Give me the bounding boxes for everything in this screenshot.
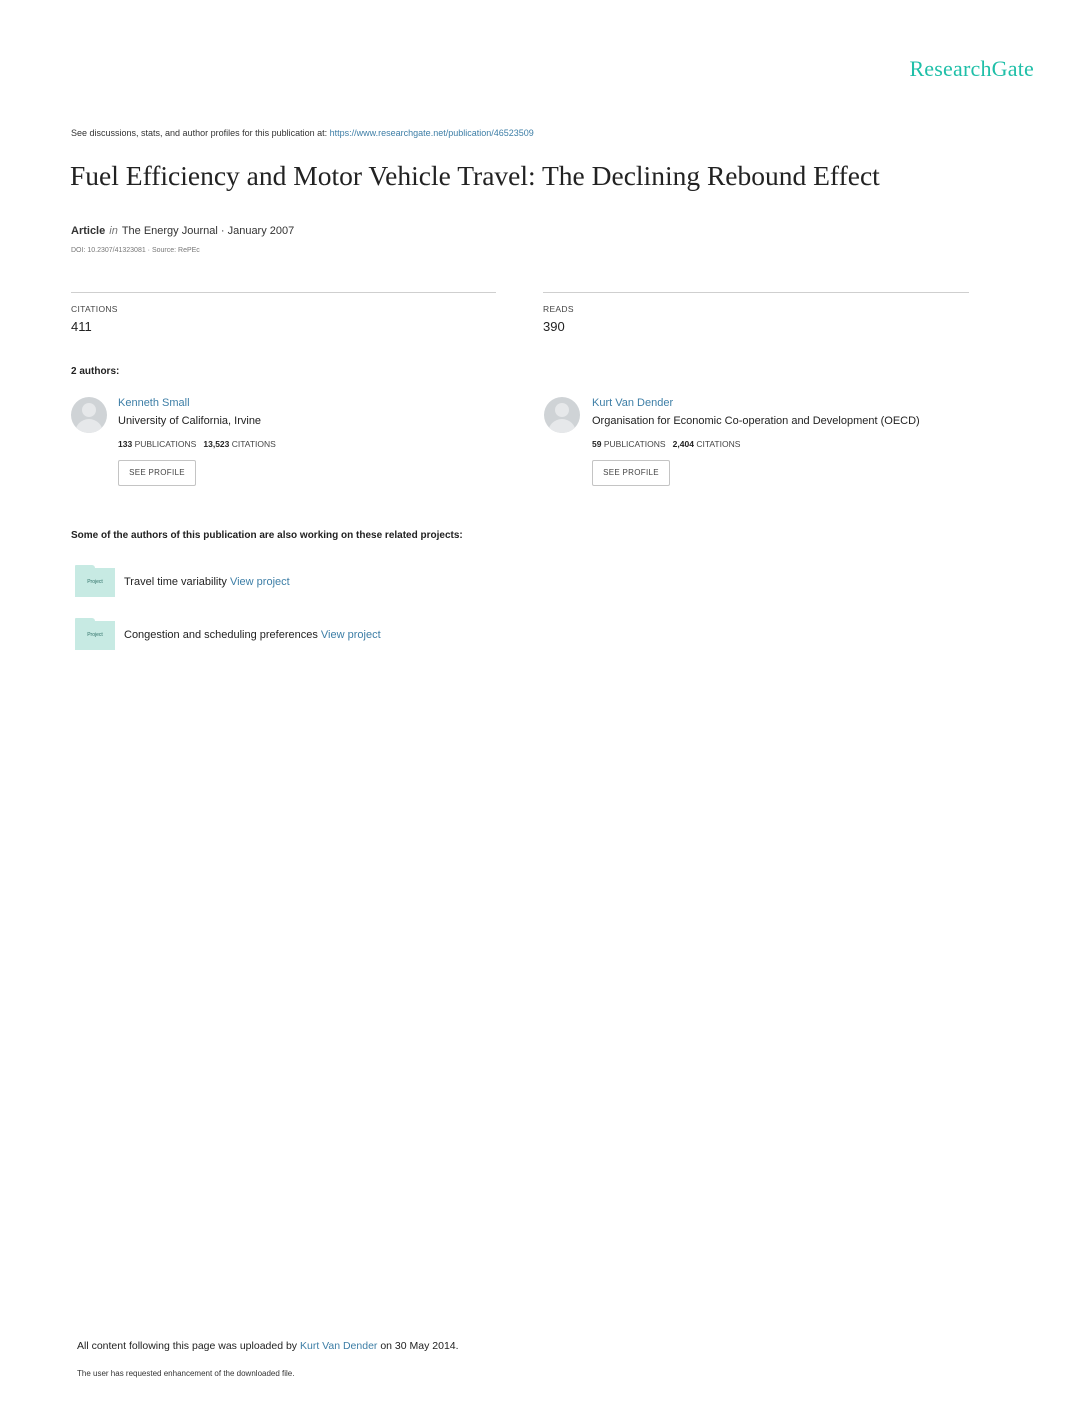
avatar-icon[interactable]	[544, 397, 580, 433]
publications-count: 133	[118, 439, 133, 449]
avatar-icon[interactable]	[71, 397, 107, 433]
project-icon-label: Project	[87, 632, 103, 638]
related-projects-heading: Some of the authors of this publication are also working on these related projects:	[71, 530, 463, 541]
in-label: in	[109, 225, 118, 237]
upload-suffix: on 30 May 2014.	[377, 1340, 459, 1352]
upload-prefix: All content following this page was uploaded by	[77, 1340, 300, 1352]
divider-left	[71, 292, 496, 293]
discussion-line	[71, 128, 534, 138]
author-stats	[118, 439, 276, 449]
see-profile-button[interactable]: SEE PROFILE	[118, 460, 196, 486]
reads-value: 390	[543, 319, 565, 334]
citations-count-label: CITATIONS	[696, 439, 741, 449]
author-stats	[592, 439, 740, 449]
publication-title: Fuel Efficiency and Motor Vehicle Travel: The Declining Rebound Effect	[70, 160, 880, 191]
publications-count: 59	[592, 439, 602, 449]
researchgate-logo[interactable]: ResearchGate	[909, 56, 1034, 81]
author-name-link[interactable]: Kurt Van Dender	[592, 397, 674, 409]
journal-date: The Energy Journal · January 2007	[121, 225, 295, 237]
authors-heading: 2 authors:	[71, 366, 120, 377]
view-project-link[interactable]: View project	[320, 629, 381, 641]
discussion-text: See discussions, stats, and author profiles for this publication at:	[71, 128, 330, 138]
citations-label: CITATIONS	[71, 304, 118, 314]
view-project-link[interactable]: View project	[229, 576, 290, 588]
publications-label: PUBLICATIONS	[603, 439, 666, 449]
uploader-link[interactable]: Kurt Van Dender	[299, 1340, 378, 1352]
project-item	[124, 629, 381, 641]
citations-count-label: CITATIONS	[231, 439, 276, 449]
publication-meta	[71, 225, 294, 237]
doi-source: DOI: 10.2307/41323081 · Source: RePEc	[71, 247, 200, 254]
citations-value: 411	[71, 319, 92, 334]
reads-label: READS	[543, 304, 574, 314]
publication-url-link[interactable]: https://www.researchgate.net/publication/46523509	[329, 128, 534, 138]
project-folder-icon	[75, 618, 115, 650]
publication-type: Article	[71, 225, 106, 237]
project-name: Congestion and scheduling preferences	[124, 629, 318, 641]
publications-label: PUBLICATIONS	[134, 439, 197, 449]
author-institution: University of California, Irvine	[118, 415, 262, 427]
author-name-link[interactable]: Kenneth Small	[118, 397, 190, 409]
author-institution: Organisation for Economic Co-operation and Development (OECD)	[592, 415, 920, 427]
project-item	[124, 576, 290, 588]
citations-count: 13,523	[203, 439, 230, 449]
upload-notice	[77, 1340, 459, 1352]
divider-right	[543, 292, 969, 293]
project-name: Travel time variability	[124, 576, 227, 588]
citations-count: 2,404	[672, 439, 694, 449]
enhancement-note: The user has requested enhancement of the downloaded file.	[77, 1369, 295, 1378]
project-icon-label: Project	[87, 579, 103, 585]
project-folder-icon	[75, 565, 115, 597]
see-profile-button[interactable]: SEE PROFILE	[592, 460, 670, 486]
